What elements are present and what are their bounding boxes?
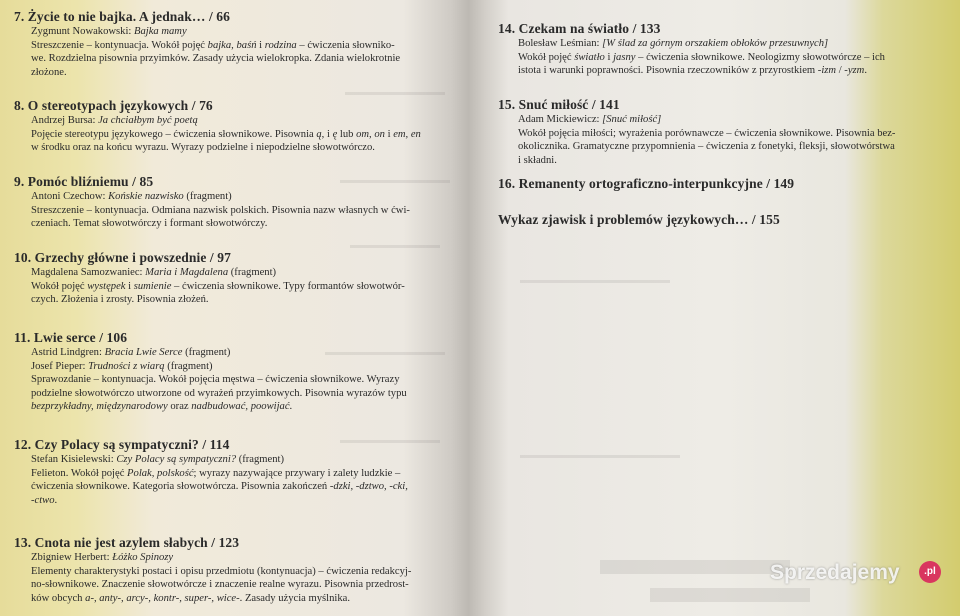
text-segment: (fragment): [183, 191, 232, 202]
text-segment: i składni.: [518, 154, 557, 166]
italic-text: Ja chciałbym być poetą: [98, 115, 198, 126]
right-toc-entry: [498, 97, 895, 167]
entry-description-line: [14, 217, 410, 231]
text-segment: ków obcych: [31, 592, 86, 604]
entry-description-line: [14, 494, 408, 508]
entry-description-line: [14, 141, 421, 155]
text-segment: (fragment): [228, 267, 277, 278]
italic-text: em, en: [393, 128, 421, 140]
italic-text: [W ślad za górnym orszakiem obłoków przesuwnych]: [602, 38, 829, 49]
text-segment: .: [289, 401, 293, 413]
left-toc-entry: [14, 9, 400, 79]
italic-text: a-, anty-, arcy-, kontr-, super-, wice-: [85, 592, 240, 604]
entry-description-line: [14, 387, 407, 401]
italic-text: bezprzykładny, międzynarodowy: [31, 401, 168, 413]
text-segment: – ćwiczenia słownikowe. Typy formantów słowotwór-: [171, 280, 405, 292]
entry-author-line: [498, 113, 895, 127]
text-segment: w środku oraz na końcu wyrazu. Wyrazy podzielne i niepodzielne słowotwórczo.: [31, 142, 375, 154]
italic-text: Łóżko Spinozy: [112, 552, 174, 563]
entry-title: 13. Cnota nie jest azylem słabych / 123: [14, 535, 240, 550]
italic-text: Maria i Magdalena: [145, 267, 229, 278]
entry-description-line: [14, 293, 405, 307]
text-segment: Wokół pojęcia miłości; wyrażenia porównawcze – ćwiczenia słownikowe. Pisownia bez-: [518, 127, 896, 139]
text-segment: ćwiczenia słownikowe. Kategoria słowotwórcza. Pisownia zakończeń: [31, 481, 330, 493]
italic-text: ę: [332, 128, 338, 140]
entry-description-line: [14, 578, 411, 592]
italic-text: bajka, baśń: [207, 39, 257, 51]
entry-description-line: [14, 204, 410, 218]
left-toc-entry: [14, 330, 407, 414]
text-segment: Adam Mickiewicz:: [518, 114, 603, 125]
text-segment: Stefan Kisielewski:: [31, 454, 117, 465]
italic-text: występek: [87, 280, 126, 292]
text-segment: . Zasady użycia myślnika.: [239, 592, 350, 604]
text-segment: lub: [337, 128, 357, 140]
entry-author-line: [498, 37, 885, 51]
entry-description-line: [14, 128, 421, 142]
italic-text: -dzki, -dztwo, -cki,: [329, 481, 408, 493]
entry-description-line: [14, 480, 408, 494]
entry-title: 8. O stereotypach językowych / 76: [14, 98, 213, 113]
text-segment: Antoni Czechow:: [31, 191, 109, 202]
text-segment: podzielne słowotwórczo utworzone od wyrażeń przyimkowych. Pisownia wyrazów typu: [31, 387, 407, 399]
text-segment: .: [864, 65, 867, 77]
text-segment: Wokół pojęć: [518, 51, 575, 63]
text-segment: Magdalena Samozwaniec:: [31, 267, 146, 278]
text-segment: (fragment): [164, 360, 213, 372]
entry-description-line: [14, 400, 407, 414]
italic-text: -izm: [817, 65, 837, 77]
watermark-logo: Sprzedajemy: [770, 561, 900, 584]
text-segment: Josef Pieper:: [31, 360, 89, 372]
text-segment: i: [256, 39, 265, 51]
text-segment: i: [125, 280, 134, 292]
text-segment: Wokół pojęć: [31, 280, 88, 292]
italic-text: Bajka mamy: [134, 26, 187, 37]
entry-description-line: [498, 51, 885, 65]
text-segment: Bolesław Leśmian:: [518, 38, 603, 49]
entry-title: 10. Grzechy główne i powszednie / 97: [14, 250, 231, 265]
text-segment: Felieton. Wokół pojęć: [31, 467, 128, 479]
text-segment: Zbigniew Herbert:: [31, 552, 113, 563]
italic-text: -yzm: [844, 65, 865, 77]
entry-description-line: [14, 66, 400, 80]
entry-author-line: [14, 190, 410, 204]
text-segment: .: [54, 494, 58, 506]
entry-title: Wykaz zjawisk i problemów językowych… / 155: [498, 212, 780, 227]
entry-title: 9. Pomóc bliźniemu / 85: [14, 174, 154, 189]
text-segment: /: [836, 65, 845, 77]
italic-text: ą: [316, 128, 322, 140]
right-toc-entry: [498, 212, 780, 228]
entry-title: 12. Czy Polacy są sympatyczni? / 114: [14, 437, 230, 452]
text-segment: i: [384, 128, 394, 140]
text-segment: okolicznika. Gramatyczne przypomnienia – ćwiczenia z fonetyki, fleksji, słowotwórstwa: [518, 141, 895, 153]
entry-description-line: [14, 360, 407, 374]
entry-description-line: [498, 64, 885, 78]
italic-text: jasny: [613, 51, 636, 63]
entry-author-line: [14, 453, 408, 467]
text-segment: (fragment): [236, 454, 285, 465]
text-segment: – ćwiczenia słowniko-: [296, 39, 395, 51]
text-segment: we. Rozdzielna pisownia przyimków. Zasady użycia wielokropka. Zdania wielokrotnie: [31, 53, 401, 65]
italic-text: nadbudować, poowijać: [191, 401, 290, 413]
italic-text: Polak, polskość: [127, 467, 194, 479]
text-segment: Streszczenie – kontynuacja. Wokół pojęć: [31, 39, 208, 51]
text-segment: – ćwiczenia słownikowe. Neologizmy słowotwórcze – ich: [635, 51, 885, 63]
left-toc-entry: [14, 250, 405, 307]
entry-description-line: [14, 467, 408, 481]
right-toc-entry: [498, 21, 885, 78]
text-segment: złożone.: [31, 66, 67, 78]
entry-description-line: [14, 373, 407, 387]
italic-text: Końskie nazwisko: [108, 191, 184, 202]
italic-text: -ctwo: [31, 494, 55, 506]
entry-title: 11. Lwie serce / 106: [14, 330, 128, 345]
text-segment: Elementy charakterystyki postaci i opisu przedmiotu (kontynuacja) – ćwiczenia redakcyj-: [31, 565, 412, 577]
right-toc-entry: [498, 176, 794, 192]
left-toc-entry: [14, 535, 411, 605]
text-segment: oraz: [167, 401, 192, 413]
text-segment: Pojęcie stereotypu językowego – ćwiczenia słownikowe. Pisownia: [31, 128, 317, 140]
left-toc-entry: [14, 98, 421, 155]
entry-author-line: [14, 551, 411, 565]
text-segment: Streszczenie – kontynuacja. Odmiana nazwisk polskich. Pisownia nazw własnych w ćwi-: [31, 204, 410, 216]
text-segment: Astrid Lindgren:: [31, 347, 105, 358]
entry-description-line: [14, 39, 400, 53]
entry-title: 16. Remanenty ortograficzno-interpunkcyjne / 149: [498, 176, 795, 191]
entry-title: 7. Życie to nie bajka. A jednak… / 66: [14, 9, 230, 24]
italic-text: Trudności z wiarą: [88, 360, 165, 372]
entry-description-line: [498, 140, 895, 154]
italic-text: Czy Polacy są sympatyczni?: [116, 454, 237, 465]
entry-author-line: [14, 266, 405, 280]
entry-title: 14. Czekam na światło / 133: [498, 21, 661, 36]
text-segment: ; wyrazy nazywające przywary i zalety ludzkie –: [193, 467, 401, 479]
text-segment: i: [604, 51, 614, 63]
text-segment: czeniach. Temat słowotwórczy i formant słowotwórczy.: [31, 218, 268, 230]
italic-text: rodzina: [264, 39, 297, 51]
left-toc-entry: [14, 437, 408, 507]
entry-author-line: [14, 25, 400, 39]
text-segment: Andrzej Bursa:: [31, 115, 99, 126]
italic-text: sumienie: [133, 280, 172, 292]
text-segment: istota i warunki poprawności. Pisownia rzeczowników z przyrostkiem: [518, 65, 818, 77]
entry-title: 15. Snuć miłość / 141: [498, 97, 620, 112]
italic-text: Bracia Lwie Serce: [104, 347, 183, 358]
entry-description-line: [14, 592, 411, 606]
text-segment: (fragment): [182, 347, 231, 358]
entry-description-line: [498, 127, 895, 141]
entry-description-line: [498, 154, 895, 168]
entry-description-line: [14, 52, 400, 66]
watermark-pl-badge: .pl: [919, 561, 941, 583]
italic-text: om, on: [356, 128, 385, 140]
italic-text: [Snuć miłość]: [602, 114, 662, 125]
entry-author-line: [14, 114, 421, 128]
text-segment: Zygmunt Nowakowski:: [31, 26, 134, 37]
text-segment: , i: [321, 128, 333, 140]
text-segment: Sprawozdanie – kontynuacja. Wokół pojęcia męstwa – ćwiczenia słownikowe. Wyrazy: [31, 374, 400, 386]
entry-description-line: [14, 280, 405, 294]
entry-description-line: [14, 565, 411, 579]
text-segment: czych. Złożenia i zrosty. Pisownia złożeń.: [31, 294, 209, 306]
italic-text: światło: [574, 51, 605, 63]
text-segment: no-słownikowe. Znaczenie słowotwórcze i znaczenie realne wyrazu. Pisownia przedrost-: [31, 579, 409, 591]
